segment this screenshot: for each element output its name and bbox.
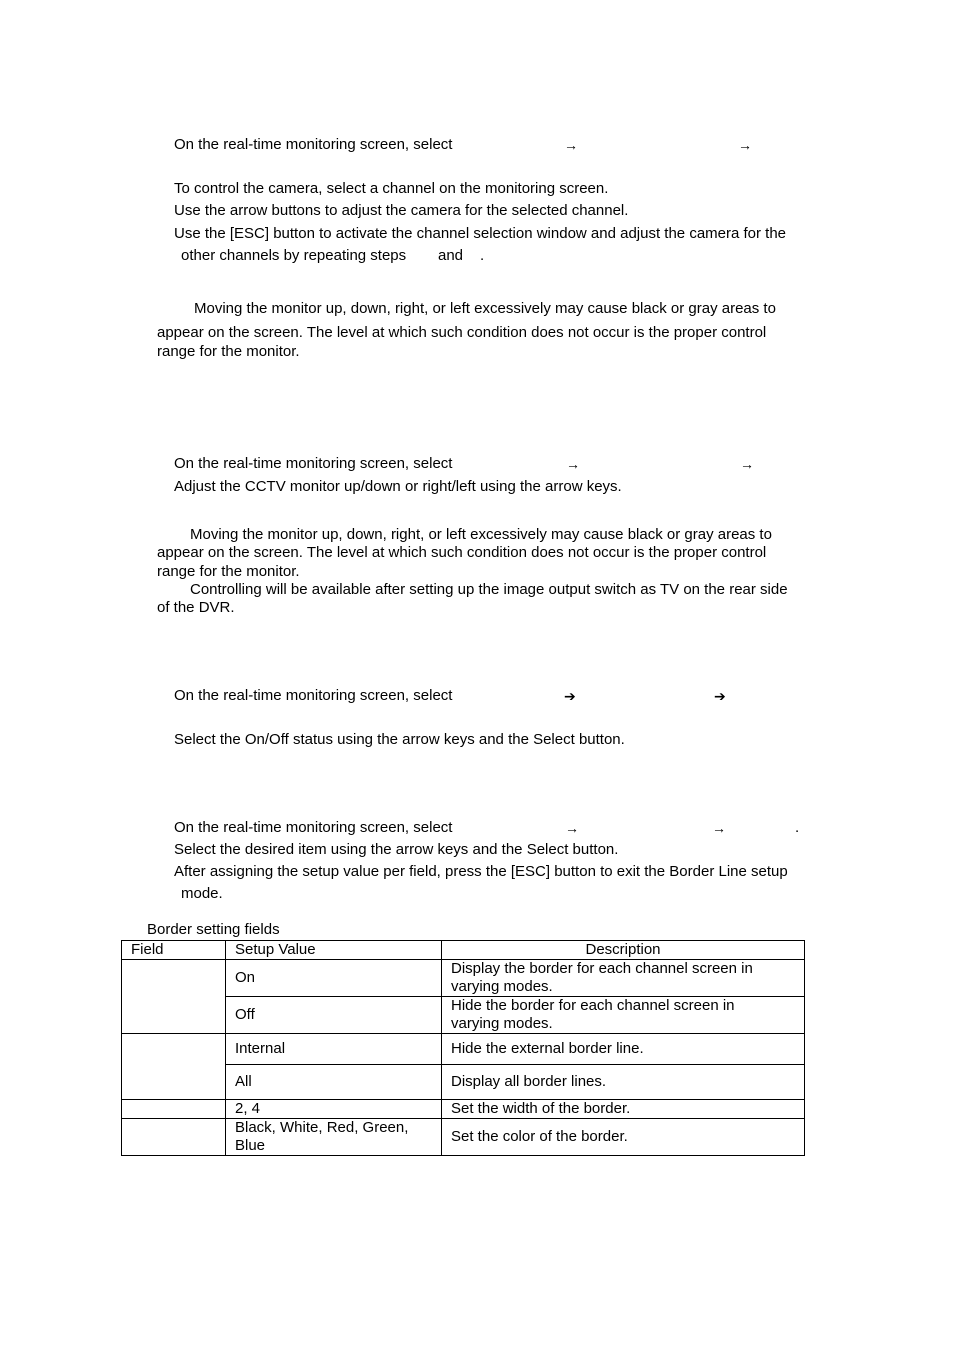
field-cell xyxy=(122,1119,226,1156)
description-cell: Display all border lines. xyxy=(442,1065,805,1100)
s1-note-line1: Moving the monitor up, down, right, or left excessively may cause black or gray areas to xyxy=(194,300,776,317)
right-arrow-icon: → xyxy=(740,456,754,472)
bold-right-arrow-icon: ➔ xyxy=(714,688,726,704)
setup-value-cell: Off xyxy=(226,997,442,1034)
setup-value-cell: Internal xyxy=(226,1034,442,1065)
s3-step2-text: Select the On/Off status using the arrow keys and the Select button. xyxy=(174,731,625,748)
s2-note2-line2: of the DVR. xyxy=(157,599,235,616)
bold-right-arrow-icon: ➔ xyxy=(564,688,576,704)
setup-value-cell: On xyxy=(226,960,442,997)
setup-value-cell: All xyxy=(226,1065,442,1100)
s1-step4-line2c: . xyxy=(480,247,485,264)
s2-step2-text: Adjust the CCTV monitor up/down or right/left using the arrow keys. xyxy=(174,478,622,495)
s2-step1-text: On the real-time monitoring screen, select xyxy=(174,455,453,472)
desc-line: Display the border for each channel screen in xyxy=(451,960,753,977)
s2-note-line3: range for the monitor. xyxy=(157,563,300,580)
s1-step1-text: On the real-time monitoring screen, select xyxy=(174,136,453,153)
s4-step3-line2: mode. xyxy=(181,885,223,902)
right-arrow-icon: → xyxy=(712,820,726,836)
table-caption: Border setting fields xyxy=(147,921,280,938)
s1-note-line2: appear on the screen. The level at which such condition does not occur is the proper control xyxy=(157,324,767,341)
value-line: Blue xyxy=(235,1137,266,1154)
table-header-row xyxy=(122,941,805,960)
s1-step2-text: To control the camera, select a channel on the monitoring screen. xyxy=(174,180,609,197)
s1-step4-line2b: and xyxy=(438,247,464,264)
border-settings-table xyxy=(121,940,805,1156)
header-description: Description xyxy=(442,941,805,960)
field-cell xyxy=(122,1034,226,1100)
s1-step3-text: Use the arrow buttons to adjust the camera for the selected channel. xyxy=(174,202,629,219)
description-cell: Set the color of the border. xyxy=(442,1119,805,1156)
field-cell xyxy=(122,1100,226,1119)
s1-step4-line1: Use the [ESC] button to activate the channel selection window and adjust the camera for the xyxy=(174,225,787,242)
value-line: Black, White, Red, Green, xyxy=(235,1119,409,1136)
desc-line: varying modes. xyxy=(451,978,553,995)
table-row xyxy=(122,1100,805,1119)
description-cell xyxy=(442,997,805,1034)
right-arrow-icon: → xyxy=(566,456,580,472)
setup-value-cell xyxy=(226,1119,442,1156)
s2-note-line1: Moving the monitor up, down, right, or left excessively may cause black or gray areas to xyxy=(190,526,772,543)
right-arrow-icon: → xyxy=(738,137,752,153)
description-cell xyxy=(442,960,805,997)
s4-step3-line1: After assigning the setup value per field, press the [ESC] button to exit the Border Line setup xyxy=(174,863,788,880)
s2-note-line2: appear on the screen. The level at which such condition does not occur is the proper control xyxy=(157,544,767,561)
field-cell xyxy=(122,960,226,1034)
table-row xyxy=(122,1119,805,1156)
s3-step1-text: On the real-time monitoring screen, select xyxy=(174,687,453,704)
s4-step1-period: . xyxy=(795,819,800,836)
right-arrow-icon: → xyxy=(565,820,579,836)
desc-line: Hide the border for each channel screen in xyxy=(451,997,735,1014)
desc-line: varying modes. xyxy=(451,1015,553,1032)
s1-note-line3: range for the monitor. xyxy=(157,343,300,360)
description-cell: Hide the external border line. xyxy=(442,1034,805,1065)
s4-step1-text: On the real-time monitoring screen, select xyxy=(174,819,453,836)
table-row xyxy=(122,960,805,997)
s4-step2-text: Select the desired item using the arrow keys and the Select button. xyxy=(174,841,619,858)
right-arrow-icon: → xyxy=(564,137,578,153)
setup-value-cell: 2, 4 xyxy=(226,1100,442,1119)
s2-note2-line1: Controlling will be available after setting up the image output switch as TV on the rear side xyxy=(190,581,788,598)
header-setup-value: Setup Value xyxy=(226,941,442,960)
description-cell: Set the width of the border. xyxy=(442,1100,805,1119)
table-row xyxy=(122,1034,805,1065)
s1-step4-line2a: other channels by repeating steps xyxy=(181,247,407,264)
header-field: Field xyxy=(122,941,226,960)
